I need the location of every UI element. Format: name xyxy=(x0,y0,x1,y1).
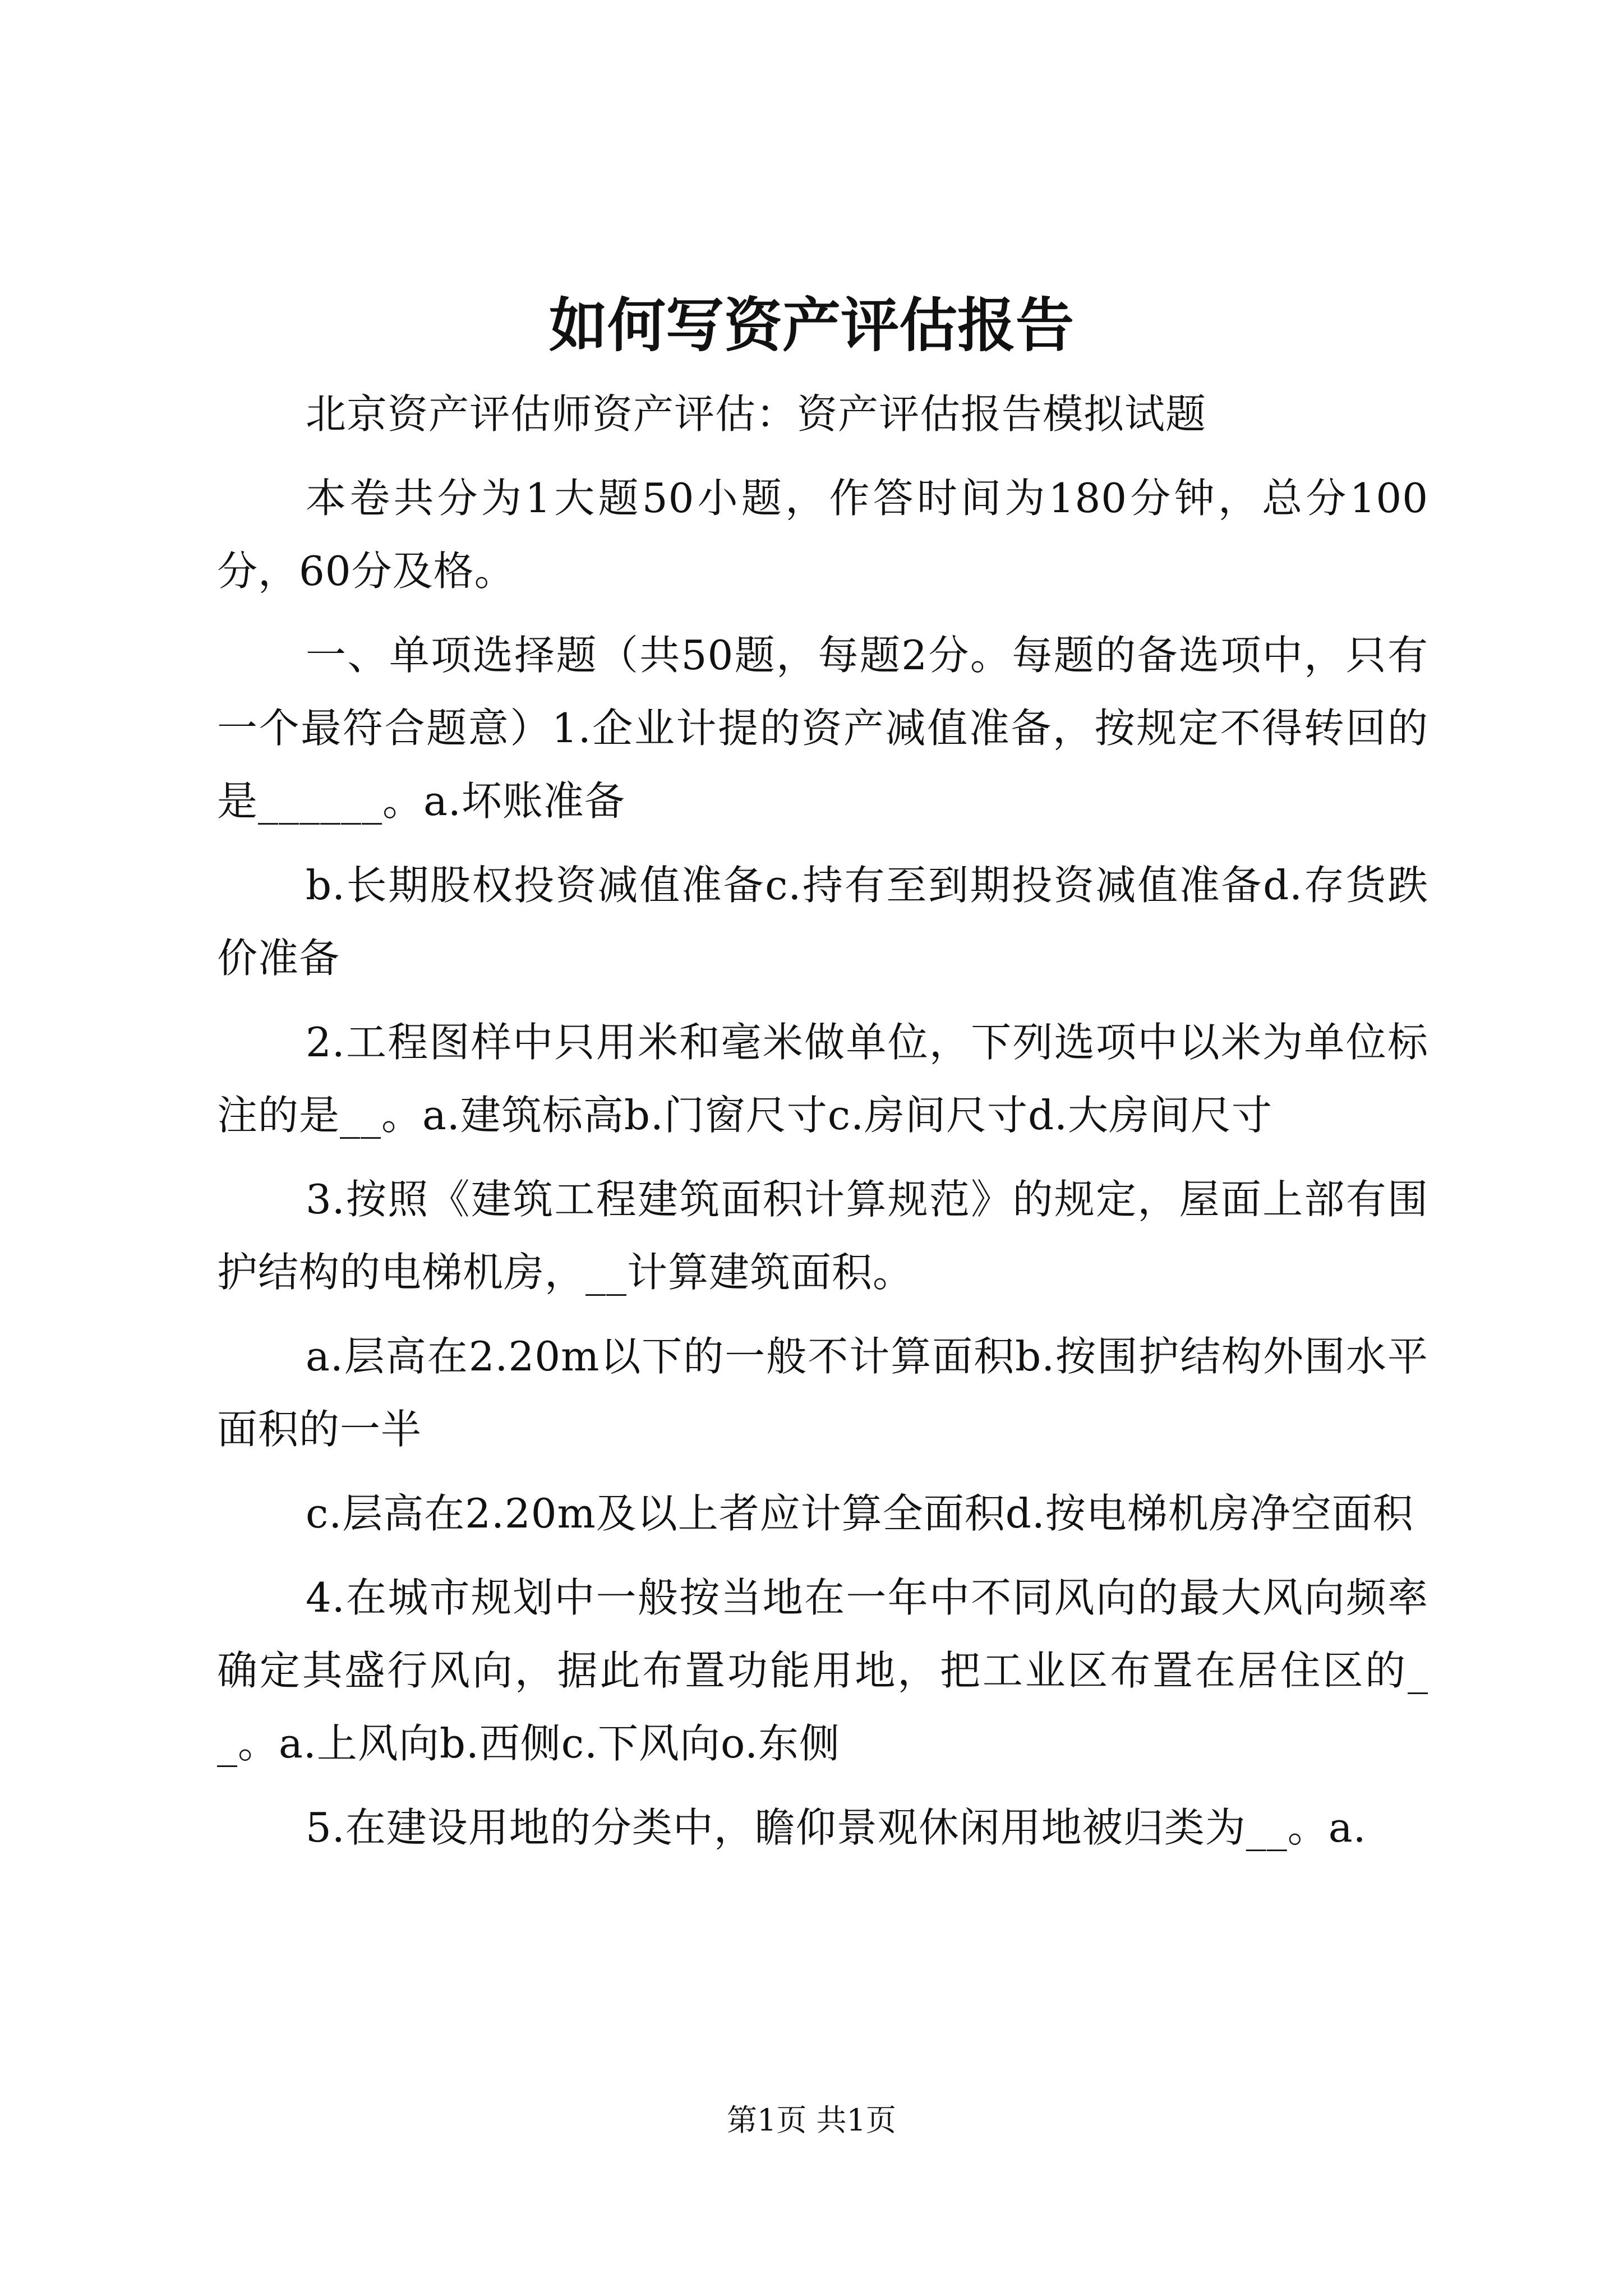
paragraph-question-1: 一、单项选择题（共50题，每题2分。每题的备选项中，只有一个最符合题意）1.企业计提的资产减值准备，按规定不得转回的是______。a.坏账准备 xyxy=(217,632,1428,825)
paragraph-question-3-options-ab: a.层高在2.20m以下的一般不计算面积b.按围护结构外围水平面积的一半 xyxy=(217,1333,1428,1453)
paragraph-subtitle: 北京资产评估师资产评估：资产评估报告模拟试题 xyxy=(306,390,1207,438)
paragraph-question-3: 3.按照《建筑工程建筑面积计算规范》的规定，屋面上部有围护结构的电梯机房，__计算建筑面积。 xyxy=(217,1176,1428,1296)
paragraph-question-1-options: b.长期股权投资减值准备c.持有至到期投资减值准备d.存货跌价准备 xyxy=(217,862,1428,982)
paragraph-question-3-options-cd: c.层高在2.20m及以上者应计算全面积d.按电梯机房净空面积 xyxy=(306,1490,1414,1537)
document-title: 如何写资产评估报告 xyxy=(548,291,1074,360)
document-body xyxy=(217,378,1428,1875)
paragraph-question-5: 5.在建设用地的分类中，瞻仰景观休闲用地被归类为__。a. xyxy=(306,1804,1367,1851)
page-footer: 第1页 共1页 xyxy=(727,2102,896,2138)
paragraph-exam-info: 本卷共分为1大题50小题，作答时间为180分钟，总分100分，60分及格。 xyxy=(217,475,1428,595)
paragraph-question-4: 4.在城市规划中一般按当地在一年中不同风向的最大风向频率确定其盛行风向，据此布置功能用地，把工业区布置在居住区的__。a.上风向b.西侧c.下风向o.东侧 xyxy=(217,1574,1428,1767)
paragraph-question-2: 2.工程图样中只用米和毫米做单位，下列选项中以米为单位标注的是__。a.建筑标高b.门窗尺寸c.房间尺寸d.大房间尺寸 xyxy=(217,1019,1428,1139)
